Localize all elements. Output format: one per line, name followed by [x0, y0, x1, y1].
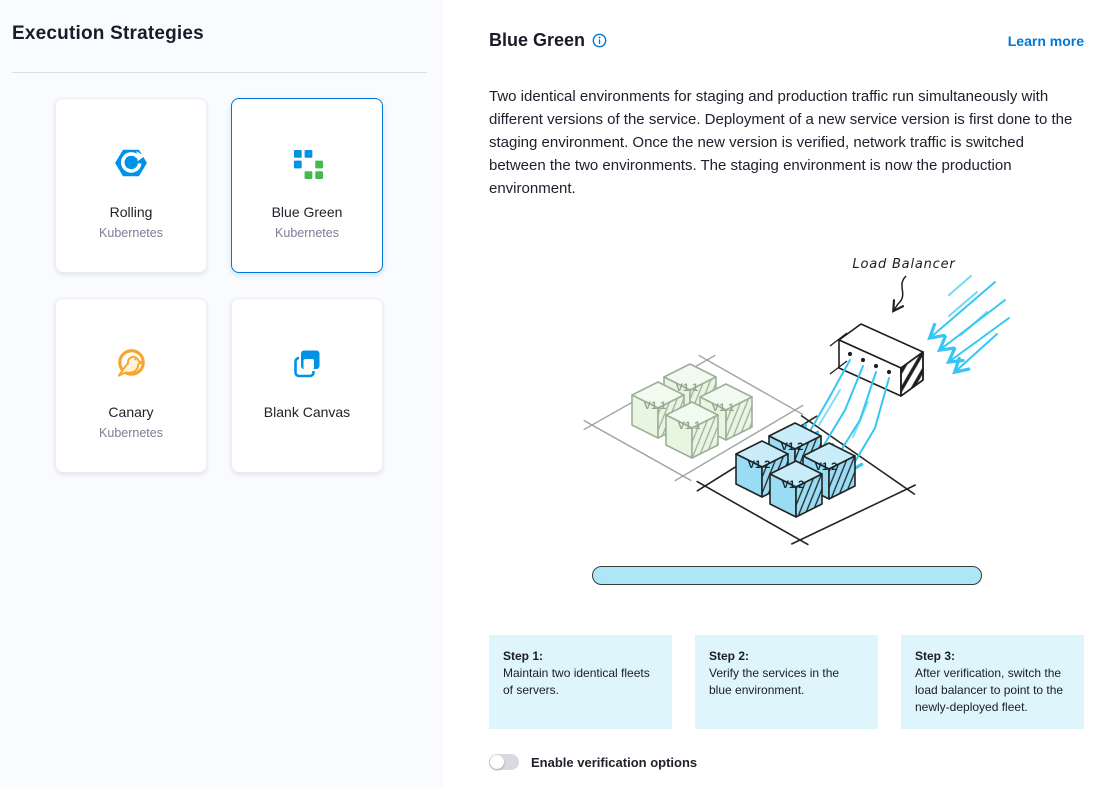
verification-toggle-row: [489, 754, 1084, 770]
strategy-description: Two identical environments for staging and production traffic run simultaneously with different versions of the service. Deployment of a new service version is first done to the staging environment. Once the new version is verified, network traffic is switched between the two environments. The staging environment is now the production environment.: [489, 88, 1073, 197]
step-text: Maintain two identical fleets of servers.: [503, 666, 650, 697]
strategy-card-sublabel: Kubernetes: [99, 426, 163, 440]
learn-more-link[interactable]: Learn more: [1007, 32, 1084, 49]
blue-server-cube: [770, 461, 822, 517]
step-title: Step 3:: [915, 649, 956, 663]
detail-header: [489, 30, 1084, 51]
version-label: V1.2: [814, 461, 837, 473]
traffic-progress-bar: [592, 566, 982, 585]
strategy-card-blank-canvas[interactable]: [231, 298, 383, 473]
strategy-steps: [489, 635, 1084, 729]
version-label: V1.2: [747, 459, 770, 471]
step-card-2: [695, 635, 878, 729]
strategy-card-blue-green[interactable]: [231, 98, 383, 273]
load-balancer-label: Load Balancer: [851, 257, 956, 272]
version-label: V1.1: [677, 420, 700, 432]
load-balancer-annotation: [852, 257, 956, 310]
strategy-card-label: Blue Green: [271, 204, 343, 220]
strategy-card-sublabel: Kubernetes: [99, 226, 163, 240]
strategy-illustration: [489, 240, 1084, 550]
strategy-detail-panel: [443, 0, 1119, 788]
strategy-card-label: Blank Canvas: [263, 404, 351, 420]
blue-fleet: [736, 423, 855, 517]
strategy-card-canary[interactable]: [55, 298, 207, 473]
panel-title: Execution Strategies: [12, 23, 204, 44]
verification-toggle-label: Enable verification options: [531, 754, 698, 770]
rolling-icon: [114, 146, 148, 180]
version-label: V1.1: [711, 402, 734, 414]
verification-toggle[interactable]: [489, 754, 519, 770]
blank-canvas-icon: [290, 346, 324, 380]
load-balancer-box: [830, 324, 923, 396]
step-text: After verification, switch the load balancer to point to the newly-deployed fleet.: [915, 666, 1064, 714]
step-card-3: [901, 635, 1084, 729]
green-fleet: [632, 364, 752, 458]
panel-divider: [12, 72, 427, 73]
toggle-knob: [490, 755, 504, 769]
strategy-cards: [55, 98, 427, 473]
strategy-card-label: Canary: [108, 404, 154, 420]
incoming-traffic-arrows: [931, 276, 1009, 371]
version-label: V1.1: [643, 400, 666, 412]
version-label: V1.2: [781, 479, 804, 491]
strategy-card-label: Rolling: [109, 204, 153, 220]
strategy-card-sublabel: Kubernetes: [275, 226, 339, 240]
step-card-1: [489, 635, 672, 729]
canary-icon: [114, 346, 148, 380]
blue-green-icon: [290, 146, 324, 180]
step-text: Verify the services in the blue environment.: [709, 666, 840, 697]
version-label: V1.2: [780, 441, 803, 453]
detail-title: Blue Green: [489, 30, 586, 50]
green-server-cube: [666, 402, 718, 458]
version-label: V1.1: [675, 382, 698, 394]
strategy-card-rolling[interactable]: [55, 98, 207, 273]
step-title: Step 1:: [503, 649, 544, 663]
execution-strategies-panel: [0, 0, 443, 788]
info-icon[interactable]: [592, 33, 607, 48]
step-title: Step 2:: [709, 649, 750, 663]
